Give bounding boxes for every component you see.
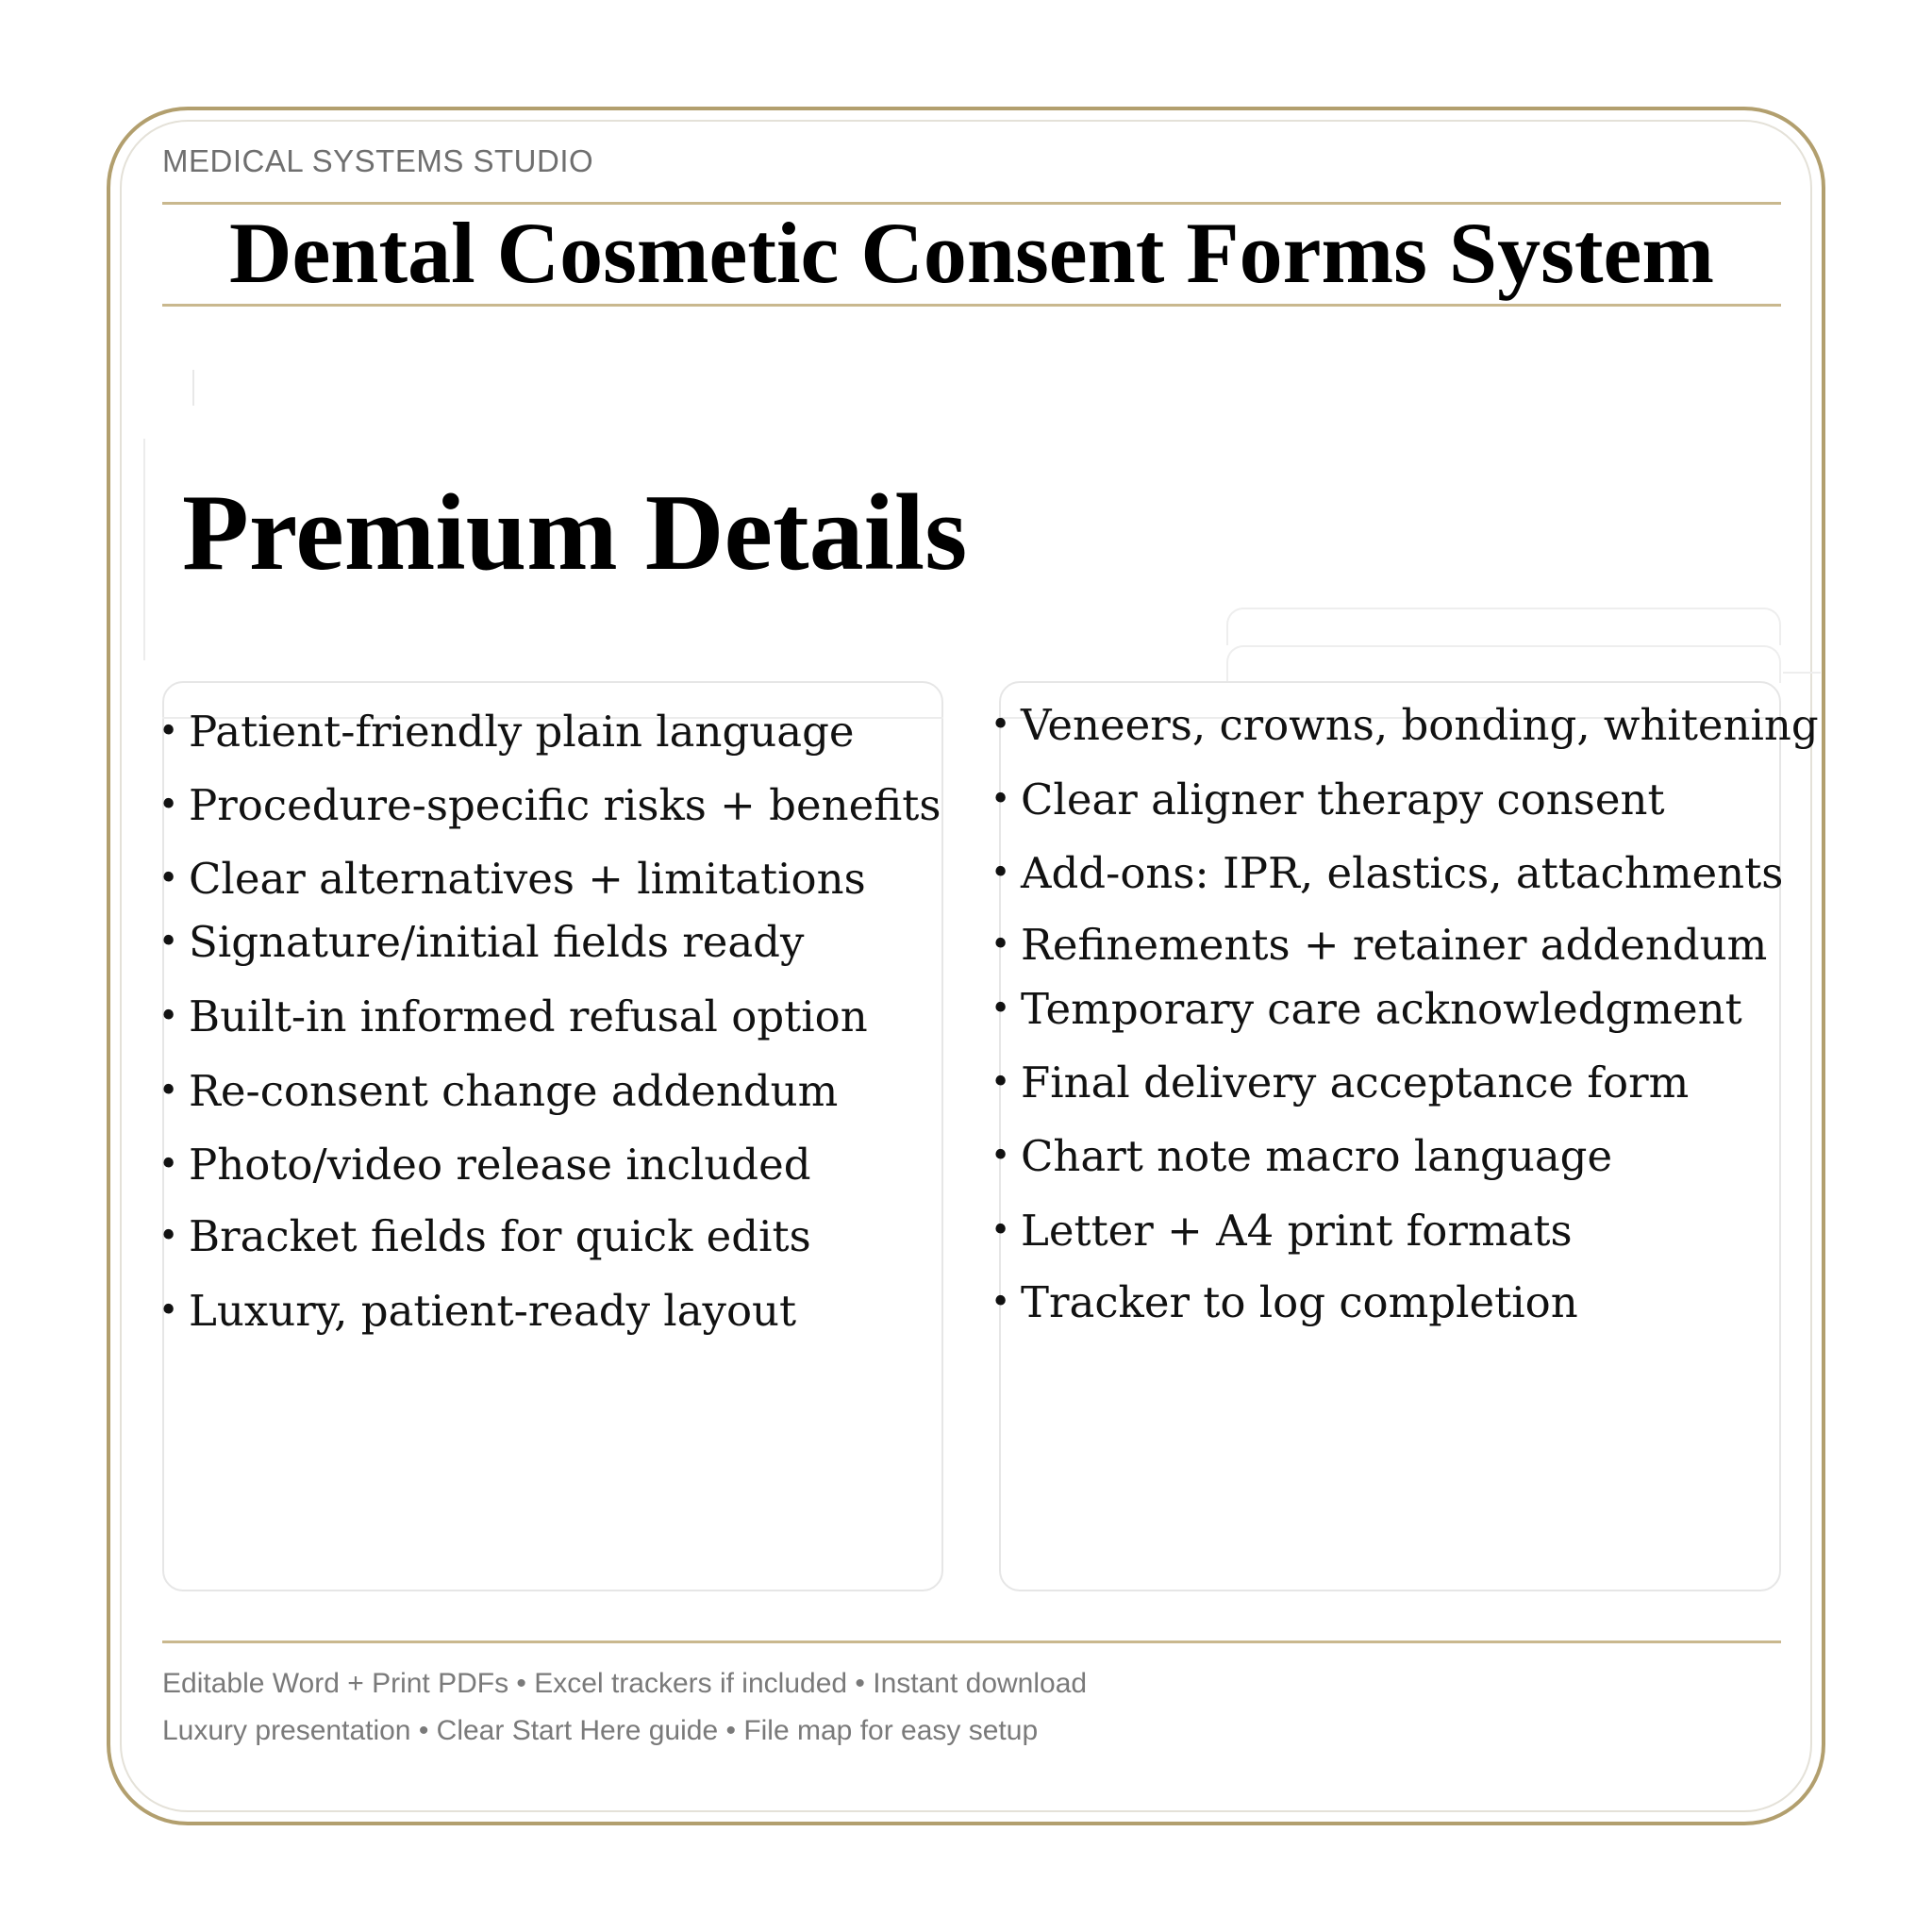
feature-item: • Tracker to log completion	[991, 1276, 1578, 1329]
feature-item: • Letter + A4 print formats	[991, 1205, 1573, 1257]
feature-item: • Photo/video release included	[158, 1139, 811, 1191]
feature-item: • Patient-friendly plain language	[158, 706, 855, 758]
decorative-tick	[192, 370, 194, 406]
feature-item: • Final delivery acceptance form	[991, 1057, 1689, 1109]
feature-item: • Refinements + retainer addendum	[991, 919, 1767, 972]
page-title: Dental Cosmetic Consent Forms System	[229, 205, 1714, 301]
feature-item: • Add-ons: IPR, elastics, attachments	[991, 847, 1783, 900]
feature-item: • Chart note macro language	[991, 1130, 1612, 1183]
footer-line-1: Editable Word + Print PDFs • Excel trackers if included • Instant download	[162, 1668, 1088, 1699]
feature-item: • Re-consent change addendum	[158, 1065, 838, 1118]
brand-label: MEDICAL SYSTEMS STUDIO	[162, 143, 594, 178]
feature-item: • Built-in informed refusal option	[158, 991, 868, 1043]
feature-item: • Clear aligner therapy consent	[991, 774, 1665, 826]
decorative-card-edge	[1226, 608, 1781, 645]
section-title: Premium Details	[182, 473, 968, 593]
footer-line-2: Luxury presentation • Clear Start Here guide • File map for easy setup	[162, 1715, 1039, 1746]
decorative-divider	[1783, 672, 1821, 674]
decorative-side-line	[143, 439, 145, 660]
feature-item: • Luxury, patient-ready layout	[158, 1285, 796, 1338]
feature-item: • Bracket fields for quick edits	[158, 1210, 811, 1263]
decorative-card-edge	[1226, 645, 1781, 683]
feature-item: • Signature/initial fields ready	[158, 916, 804, 969]
footer-rule	[162, 1641, 1781, 1643]
title-rule-bottom	[162, 304, 1781, 307]
feature-item: • Clear alternatives + limitations	[158, 853, 866, 906]
feature-item: • Temporary care acknowledgment	[991, 983, 1742, 1036]
feature-item: • Veneers, crowns, bonding, whitening	[991, 699, 1819, 752]
feature-item: • Procedure-specific risks + benefits	[158, 779, 941, 832]
